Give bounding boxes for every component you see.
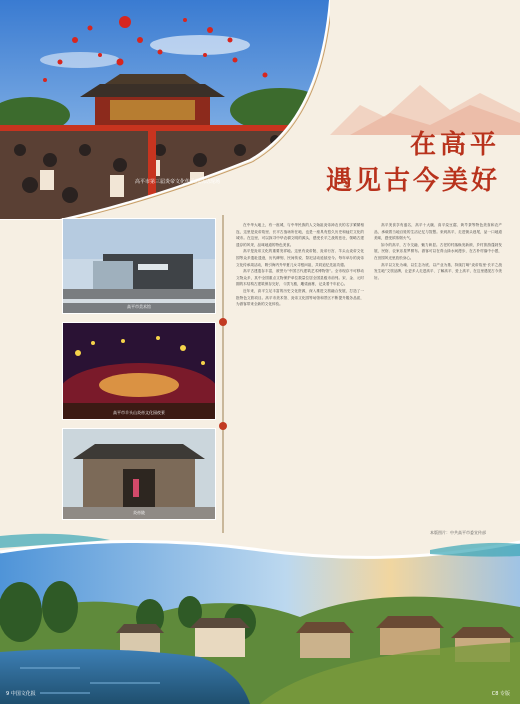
photo-night-show xyxy=(62,322,216,420)
fan-caption: 高平市第三届炎帝文化传承周活动现场 xyxy=(135,179,221,185)
thread-bead xyxy=(219,318,227,326)
thread-bead xyxy=(219,422,227,430)
fan-photo-ceremony xyxy=(0,0,330,220)
paragraph: 高平古建遗存丰富，被誉为“中国古代建筑艺术博物馆”。全市现存不可移动文物众多，其中全国重点文物保护单位数量位居全国县级市前列。宋、金、元时期的木结构古建筑保存完好，斗拱飞檐，雕梁画栋，记录着千年匠心。 xyxy=(236,269,364,287)
paragraph: 高平以文化为魂、以生态为底、以产业为基，持续打响“炎帝故里·长平之战发生地”文旅品牌，让更多人走进高平、了解高平、爱上高平，在这里遇见古今美好。 xyxy=(374,262,502,280)
paragraph: 在中华大地上，有一座城，与中华民族的人文始祖炎帝神农氏的名字紧紧相连，这里是炎帝故里、长平古战场所在地，也是一座具有悠久历史和灿烂文化的城市。在这里，可以探寻中华农耕文明的源头，感受长平之战的悲壮，领略古建遗存的风采，品味地道的特色美食。 xyxy=(236,223,364,247)
folio-left: 9 中国文化报 xyxy=(6,691,36,697)
caption-temple-gate: 炎帝陵 xyxy=(133,510,145,515)
headline xyxy=(300,128,500,198)
caption-night-show: 高平市羊头山炎帝文化园夜景 xyxy=(113,410,165,415)
photo-credit: 本版图片：中共高平市委宣传部 xyxy=(430,530,486,535)
night-show-image xyxy=(63,323,215,419)
bottom-landscape-photo xyxy=(0,532,520,704)
headline-line-2: 遇见古今美好 xyxy=(325,166,500,196)
headline-line-1: 在高平 xyxy=(409,130,500,160)
paragraph: 高平美食享有盛名，高平十大碗、高平烧豆腐、黄芩茶等特色美食和农产品，承载着当地百姓的生活记忆与智慧。来到高平，走进街头巷尾，品一口地道美味，感受浓浓烟火气。 xyxy=(374,223,502,241)
temple-gate-image xyxy=(63,429,215,519)
vertical-thread-divider xyxy=(222,215,224,533)
mountain-decoration xyxy=(330,55,520,135)
paragraph: 近年来，高平立足丰富的历史文化资源，深入推进文旅融合发展，打造了一批特色文旅项目。高平市美术馆、炎帝文化园等场馆和景区不断提升服务品质，为游客带来全新的文化体验。 xyxy=(236,288,364,307)
photo-art-museum xyxy=(62,218,216,314)
photo-temple-gate xyxy=(62,428,216,520)
paragraph: 高平是炎帝文化的重要发祥地。这里有炎帝陵、炎帝行宫、羊头山炎帝文化园等众多遗址遗迹，历代碑刻、民间传说、祭祀活动延续至今。每年举办的炎帝文化传承周活动，吸引海内外华夏儿女寻根问祖，共同追忆先祖功德。 xyxy=(236,249,364,267)
caption-art-museum: 高平市美术馆 xyxy=(127,304,151,309)
body-column-1 xyxy=(236,222,364,308)
art-museum-image xyxy=(63,219,215,313)
folio-right: C8 专版 xyxy=(491,691,510,697)
body-column-2 xyxy=(374,222,502,281)
paragraph: 如今的高平，古今交融、魅力彰显。古老的村落焕发新颜，乡村旅游蓬勃发展，民宿、农家乐星罗棋布。游客可以在青山绿水间漫步，在古朴村落中小憩，在田园风光里放松身心。 xyxy=(374,242,502,260)
